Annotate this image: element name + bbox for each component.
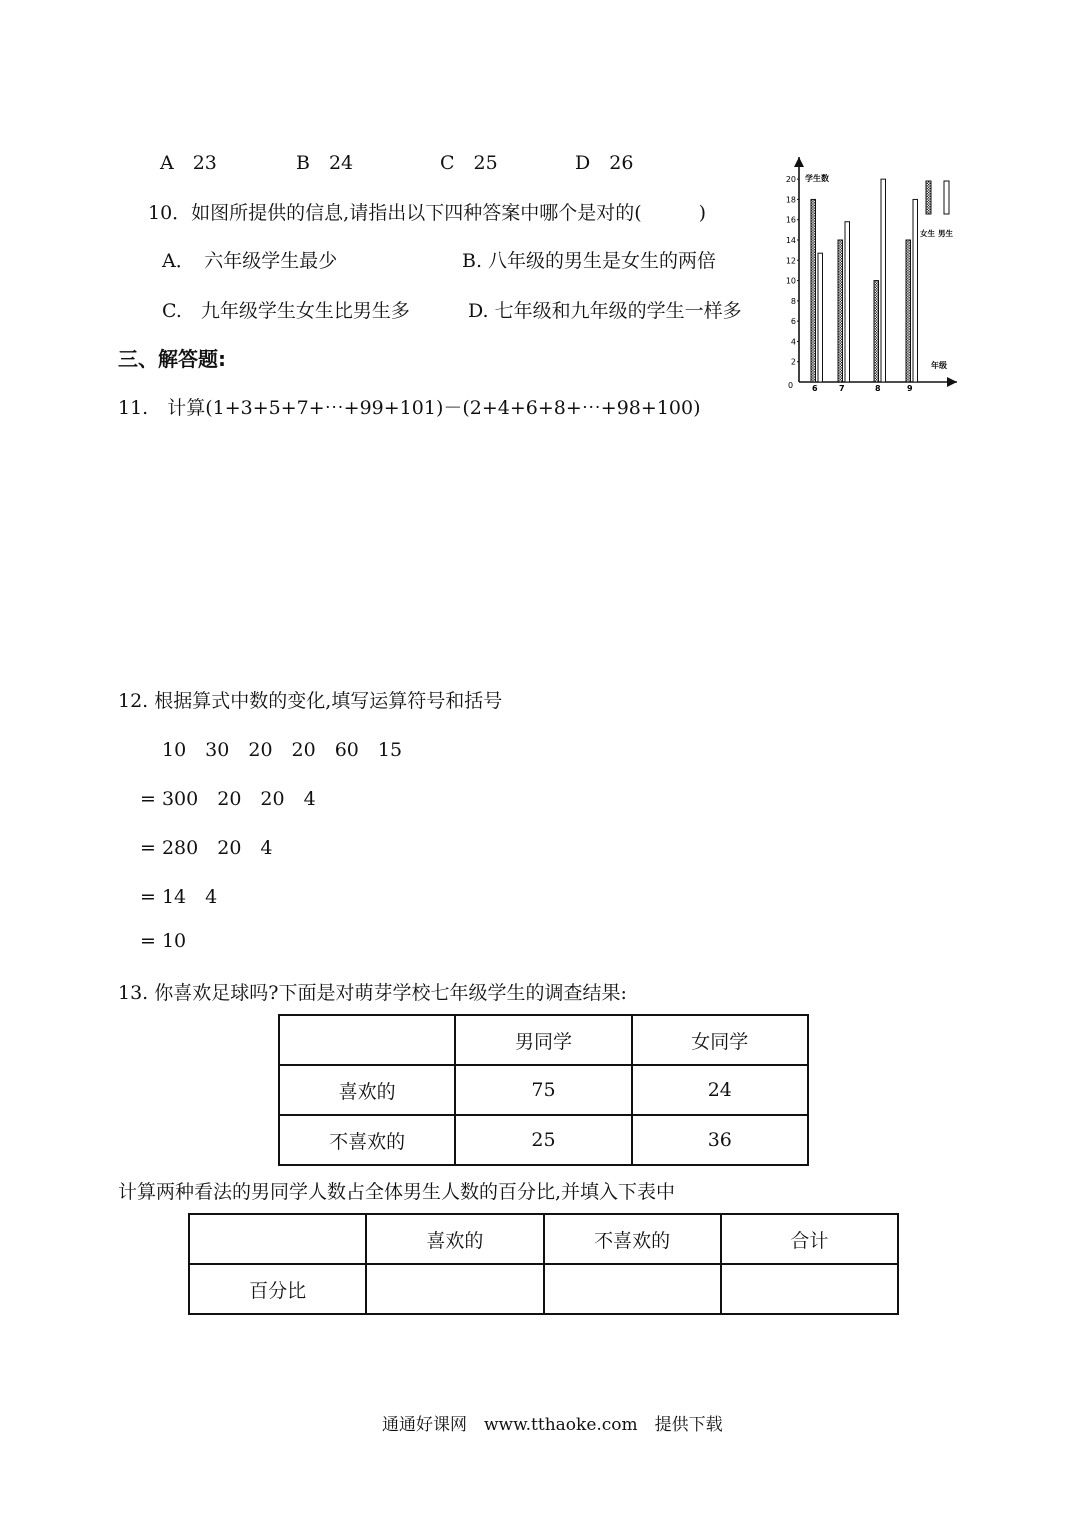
q12-line-1: 10 30 20 20 60 15 (162, 739, 403, 761)
x-tick-label: 6 (812, 384, 818, 393)
table-row (189, 1264, 898, 1314)
bar-girls-grade-9 (906, 240, 911, 382)
survey-header-boys: 男同学 (455, 1015, 631, 1065)
survey-cell: 24 (632, 1065, 808, 1115)
x-axis-title: 年级 (931, 361, 947, 370)
table-row (279, 1065, 808, 1115)
q12-stem: 12. 根据算式中数的变化,填写运算符号和括号 (118, 690, 503, 712)
survey-header-girls: 女同学 (632, 1015, 808, 1065)
bar-boys-grade-6 (818, 253, 823, 382)
legend-swatch-girls (926, 181, 931, 214)
q10-stem: 10．如图所提供的信息,请指出以下四种答案中哪个是对的( ) (148, 202, 707, 224)
survey-cell: 25 (455, 1115, 631, 1165)
percentage-header-like: 喜欢的 (366, 1214, 543, 1264)
y-tick-label: 2 (790, 357, 796, 367)
q9-option-b: B 24 (296, 152, 354, 174)
percentage-answer-cell[interactable] (366, 1264, 543, 1314)
y-tick-label: 12 (785, 256, 796, 266)
q12-line-3: = 280 20 4 (140, 837, 273, 859)
bar-girls-grade-8 (874, 281, 879, 382)
survey-table (278, 1014, 809, 1166)
q13-instruction: 计算两种看法的男同学人数占全体男生人数的百分比,并填入下表中 (118, 1181, 676, 1203)
y-axis-title: 学生数 (805, 174, 829, 183)
percentage-table (188, 1213, 899, 1315)
survey-table-header-row (279, 1015, 808, 1065)
y-tick-label: 6 (790, 317, 796, 327)
y-tick-label: 8 (790, 296, 796, 306)
percentage-header-total: 合计 (721, 1214, 898, 1264)
q10-option-c: C. 九年级学生女生比男生多 (162, 300, 410, 322)
survey-row-label: 不喜欢的 (279, 1115, 455, 1165)
y-tick-label: 18 (785, 195, 796, 205)
x-tick-label: 8 (875, 384, 881, 393)
y-tick-label: 14 (785, 236, 796, 245)
q10-option-a: A． 六年级学生最少 (162, 250, 338, 272)
x-tick-label: 9 (907, 384, 913, 393)
q9-option-d: D 26 (575, 152, 634, 174)
q11-problem: 11. 计算(1+3+5+7+⋯+99+101)－(2+4+6+8+⋯+98+100) (118, 397, 701, 419)
y-tick-label: 4 (790, 337, 796, 347)
q12-line-5: = 10 (140, 930, 187, 952)
q9-option-c: C 25 (440, 152, 498, 174)
q13-stem: 13. 你喜欢足球吗?下面是对萌芽学校七年级学生的调查结果: (118, 982, 627, 1004)
y-axis-arrow (794, 157, 804, 167)
table-row (279, 1115, 808, 1165)
percentage-answer-cell[interactable] (721, 1264, 898, 1314)
legend-label-girls: 女生 (920, 229, 935, 238)
bar-boys-grade-7 (845, 222, 850, 382)
q9-option-a: A 23 (160, 152, 217, 174)
legend-swatch-boys (944, 181, 949, 214)
bar-boys-grade-9 (913, 199, 918, 382)
section-title: 三、解答题: (118, 347, 226, 371)
legend-label-boys: 男生 (938, 229, 953, 238)
y-tick-label: 10 (785, 276, 796, 286)
percentage-table-header-row (189, 1214, 898, 1264)
grade-bar-chart (785, 145, 965, 395)
bar-girls-grade-6 (811, 199, 816, 382)
q12-line-2: = 300 20 20 4 (140, 788, 316, 810)
percentage-header-dislike: 不喜欢的 (544, 1214, 721, 1264)
q10-option-b: B. 八年级的男生是女生的两倍 (462, 250, 717, 272)
percentage-answer-cell[interactable] (544, 1264, 721, 1314)
y-tick-label: 20 (785, 175, 796, 185)
survey-header-blank (279, 1015, 455, 1065)
origin-label: 0 (788, 381, 794, 390)
q10-option-d: D. 七年级和九年级的学生一样多 (468, 300, 742, 322)
percentage-header-blank (189, 1214, 366, 1264)
percentage-row-label: 百分比 (189, 1264, 366, 1314)
x-axis-arrow (947, 377, 957, 387)
q12-line-4: = 14 4 (140, 886, 218, 908)
footer-download-note: 通通好课网 www.tthaoke.com 提供下载 (382, 1415, 723, 1435)
x-tick-label: 7 (839, 384, 845, 393)
bar-boys-grade-8 (881, 179, 886, 382)
y-tick-label: 16 (785, 215, 796, 225)
bar-girls-grade-7 (838, 240, 843, 382)
survey-row-label: 喜欢的 (279, 1065, 455, 1115)
survey-cell: 36 (632, 1115, 808, 1165)
survey-cell: 75 (455, 1065, 631, 1115)
